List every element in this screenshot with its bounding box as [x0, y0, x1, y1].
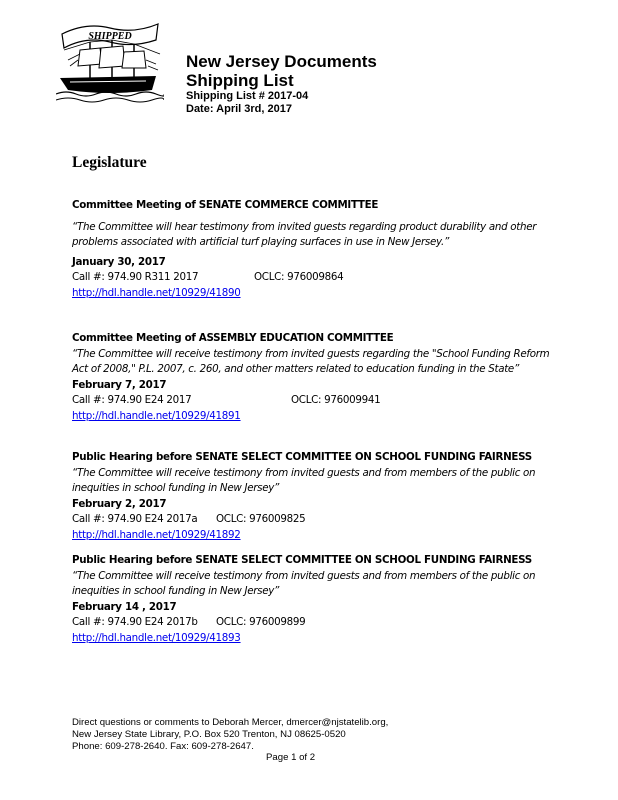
entry-oclc: OCLC: 976009864: [254, 271, 344, 283]
entry-description: “The Committee will receive testimony from invited guests and from members of the public on inequities in school funding in New Jersey”: [72, 466, 536, 494]
entry-title: Committee Meeting of ASSEMBLY EDUCATION COMMITTEE: [72, 332, 394, 344]
entry-oclc: OCLC: 976009825: [216, 513, 306, 525]
entry-handle-link[interactable]: http://hdl.handle.net/10929/41893: [72, 631, 241, 644]
entry-description: “The Committee will receive testimony from invited guests and from members of the public on inequities in school funding in New Jersey”: [72, 569, 536, 597]
entry-call-number: Call #: 974.90 E24 2017: [72, 394, 192, 406]
contact-footer: [72, 717, 388, 752]
shipped-ship-logo: [56, 20, 164, 104]
entry-title: Committee Meeting of SENATE COMMERCE COMMITTEE: [72, 199, 379, 211]
entry-date: January 30, 2017: [72, 255, 166, 268]
header-title-line2: Shipping List: [186, 71, 294, 90]
entry-date: February 14 , 2017: [72, 600, 177, 613]
document-entry: [72, 553, 552, 646]
entry-call-number: Call #: 974.90 R311 2017: [72, 271, 199, 283]
entry-handle-link[interactable]: http://hdl.handle.net/10929/41891: [72, 409, 241, 422]
entry-title: Public Hearing before SENATE SELECT COMMITTEE ON SCHOOL FUNDING FAIRNESS: [72, 554, 532, 566]
entry-date: February 7, 2017: [72, 378, 167, 391]
document-entry: [72, 198, 552, 301]
entry-call-number: Call #: 974.90 E24 2017a: [72, 513, 198, 525]
entry-title: Public Hearing before SENATE SELECT COMMITTEE ON SCHOOL FUNDING FAIRNESS: [72, 451, 532, 463]
entry-oclc: OCLC: 976009941: [291, 394, 381, 406]
document-header: [186, 52, 377, 116]
entry-description: “The Committee will hear testimony from invited guests regarding product durability and other problems associated with artificial turf playing surfaces in use in New Jersey.”: [72, 220, 537, 248]
logo-banner-text: SHIPPED: [88, 31, 132, 42]
document-entry: [72, 331, 552, 424]
entry-handle-link[interactable]: http://hdl.handle.net/10929/41890: [72, 286, 241, 299]
footer-line-phone: Phone: 609-278-2640. Fax: 609-278-2647.: [72, 740, 254, 752]
header-title-line1: New Jersey Documents: [186, 52, 377, 71]
entry-date: February 2, 2017: [72, 497, 167, 510]
shipping-list-date: Date: April 3rd, 2017: [186, 103, 292, 115]
footer-line-address: New Jersey State Library, P.O. Box 520 Trenton, NJ 08625-0520: [72, 728, 346, 740]
section-title: Legislature: [72, 154, 147, 171]
footer-line-contact: Direct questions or comments to Deborah Mercer, dmercer@njstatelib.org,: [72, 717, 389, 728]
page-number: Page 1 of 2: [266, 752, 316, 763]
shipping-list-number: Shipping List # 2017-04: [186, 90, 309, 102]
entry-oclc: OCLC: 976009899: [216, 616, 306, 628]
entry-description: “The Committee will receive testimony from invited guests regarding the "School Funding Reform Act of 2008," P.L. 2007, c. 260, and other matters related to education funding in the State”: [72, 347, 550, 375]
entry-call-number: Call #: 974.90 E24 2017b: [72, 616, 198, 628]
document-entry: [72, 450, 552, 543]
entry-handle-link[interactable]: http://hdl.handle.net/10929/41892: [72, 528, 241, 541]
